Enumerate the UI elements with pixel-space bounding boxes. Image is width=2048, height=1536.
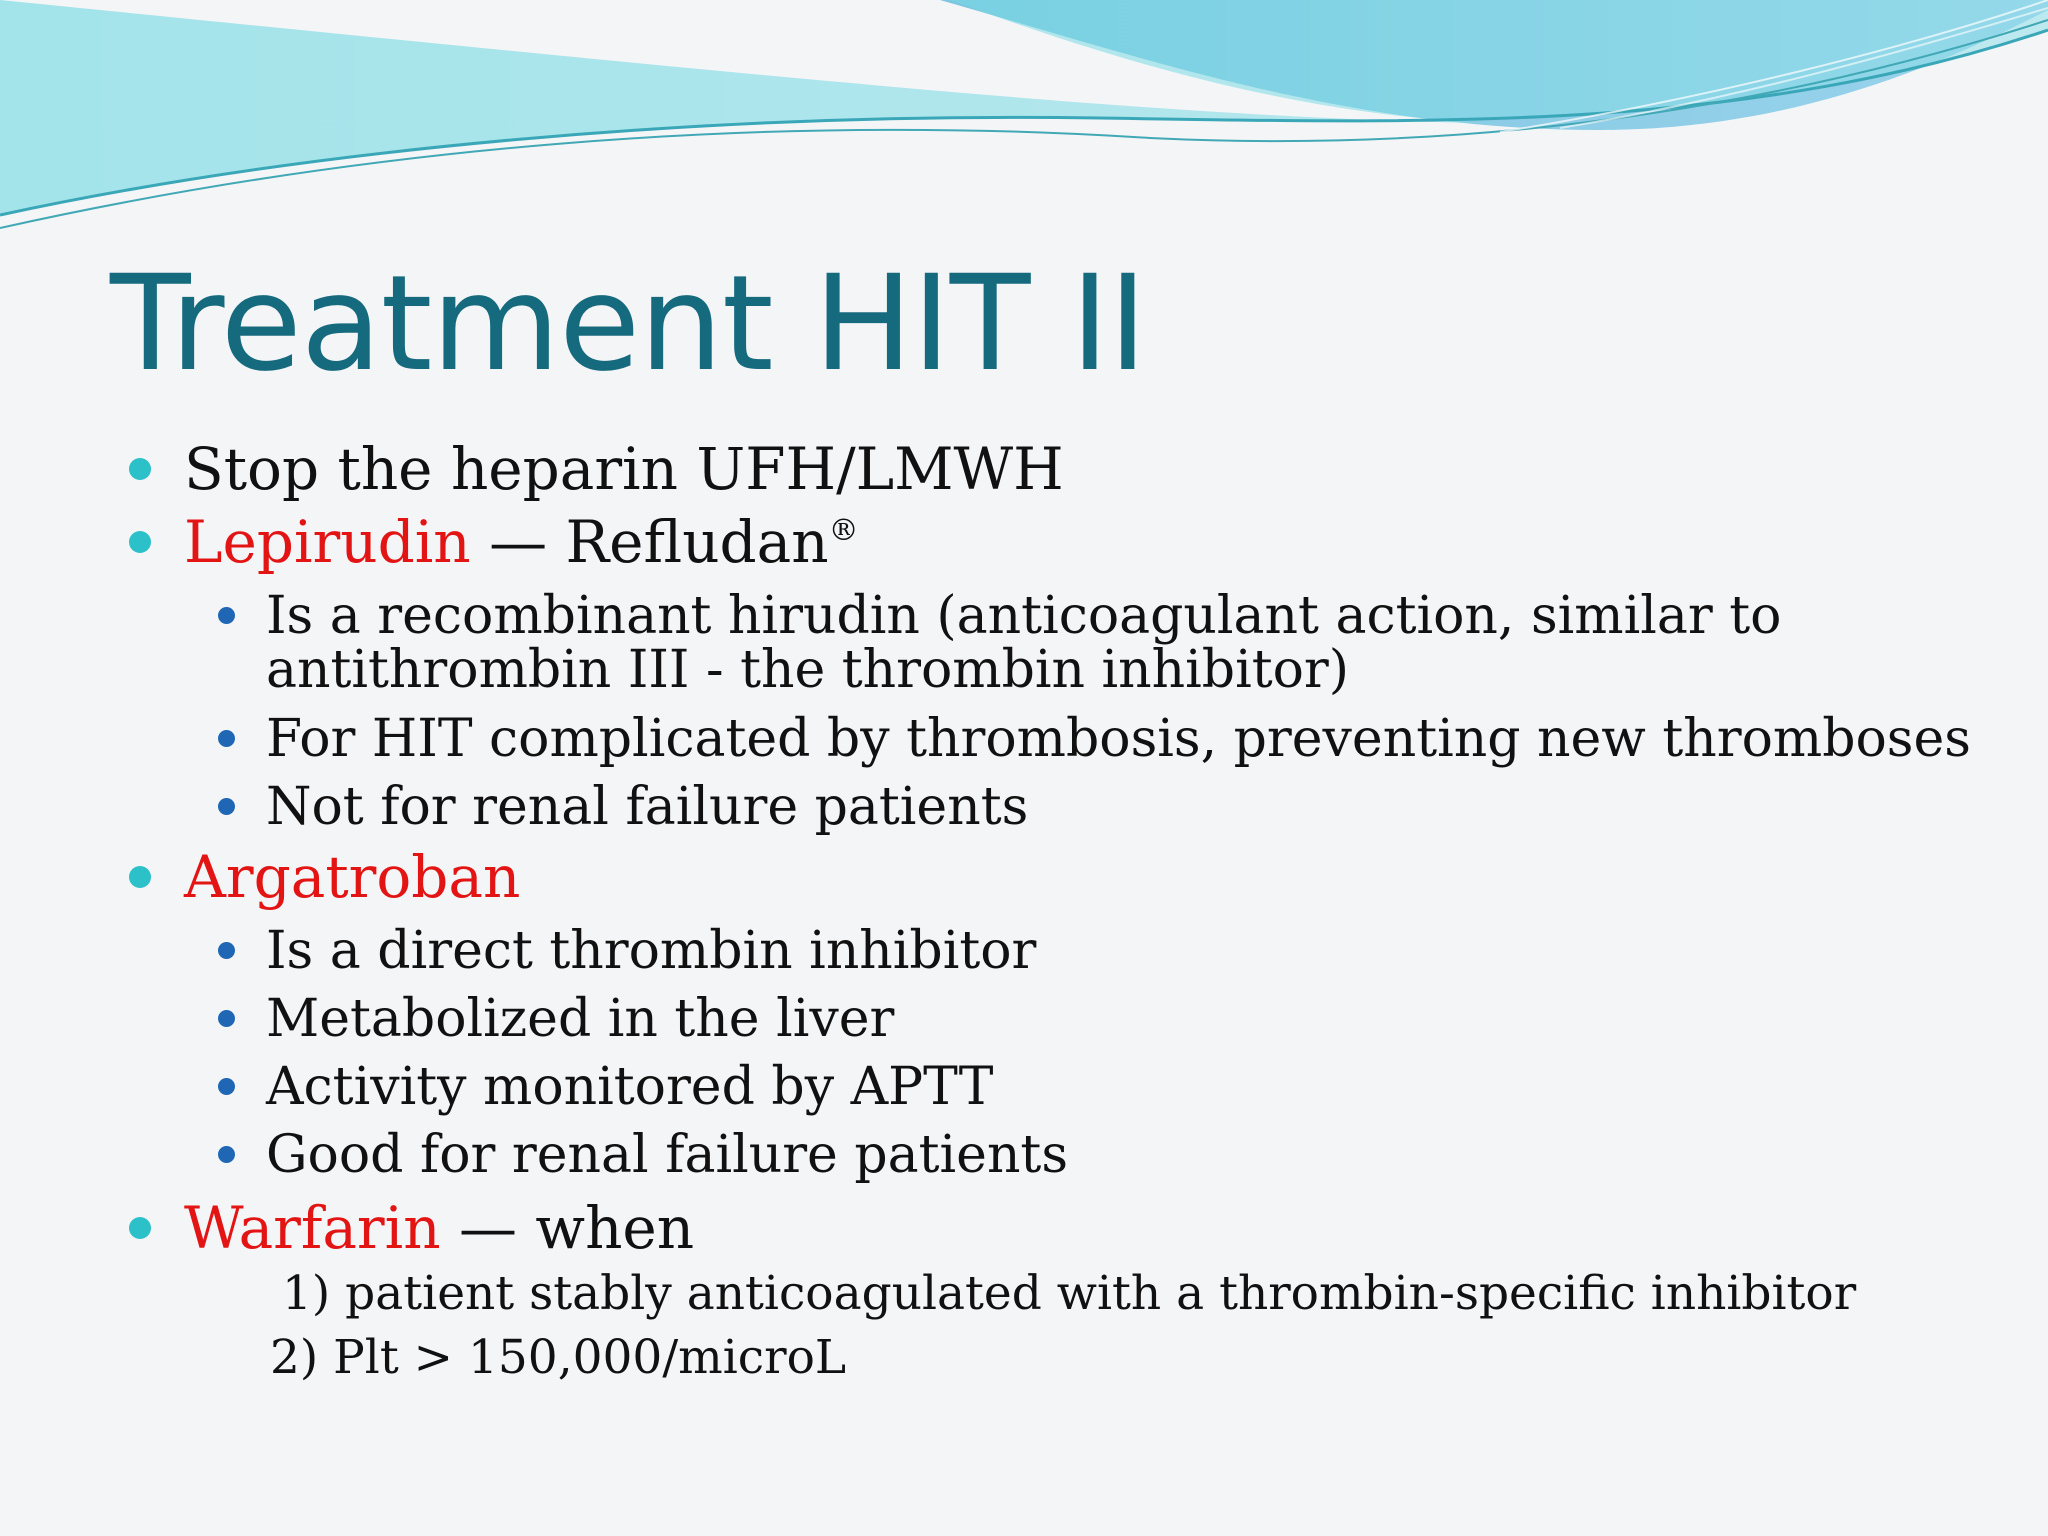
sub-bullet-dot [218, 730, 235, 747]
argatroban-sub-4: Good for renal failure patients [266, 1125, 1069, 1185]
sub-bullet-dot [218, 607, 235, 624]
sub-bullet-dot [218, 942, 235, 959]
slide-title: Treatment HIT II [110, 247, 1147, 401]
argatroban-sub-2: Metabolized in the liver [266, 989, 895, 1049]
argatroban-sub-3: Activity monitored by APTT [266, 1057, 994, 1117]
sub-bullet-dot [218, 1146, 235, 1163]
drug-name-argatroban: Argatroban [184, 843, 521, 911]
sub-bullet-dot [218, 1010, 235, 1027]
registered-mark: ® [828, 513, 859, 548]
bullet-dot [129, 458, 151, 480]
argatroban-sub-1: Is a direct thrombin inhibitor [266, 921, 1037, 981]
lepirudin-sub-1-line2: antithrombin III - the thrombin inhibitor) [266, 640, 1350, 700]
warfarin-when: — when [440, 1194, 695, 1262]
lepirudin-brand: — Refludan [470, 508, 829, 576]
bullet-dot [129, 531, 151, 553]
lepirudin-sub-2: For HIT complicated by thrombosis, preventing new thromboses [266, 709, 1971, 769]
warfarin-condition-2: 2) Plt > 150,000/microL [270, 1330, 847, 1385]
sub-bullet-dot [218, 798, 235, 815]
sub-bullet-dot [218, 1078, 235, 1095]
bullet-argatroban [184, 843, 521, 911]
drug-name-lepirudin: Lepirudin [184, 508, 471, 576]
lepirudin-sub-3: Not for renal failure patients [266, 777, 1029, 837]
warfarin-condition-1: 1) patient stably anticoagulated with a thrombin-specific inhibitor [282, 1266, 1857, 1321]
bullet-warfarin [184, 1194, 695, 1262]
bullet-dot [129, 1217, 151, 1239]
drug-name-warfarin: Warfarin [184, 1194, 441, 1262]
lepirudin-sub-1-line1: Is a recombinant hirudin (anticoagulant action, similar to [266, 586, 1782, 646]
bullet-dot [129, 866, 151, 888]
bullet-stop-heparin: Stop the heparin UFH/LMWH [184, 435, 1064, 503]
bullet-lepirudin [184, 508, 859, 576]
